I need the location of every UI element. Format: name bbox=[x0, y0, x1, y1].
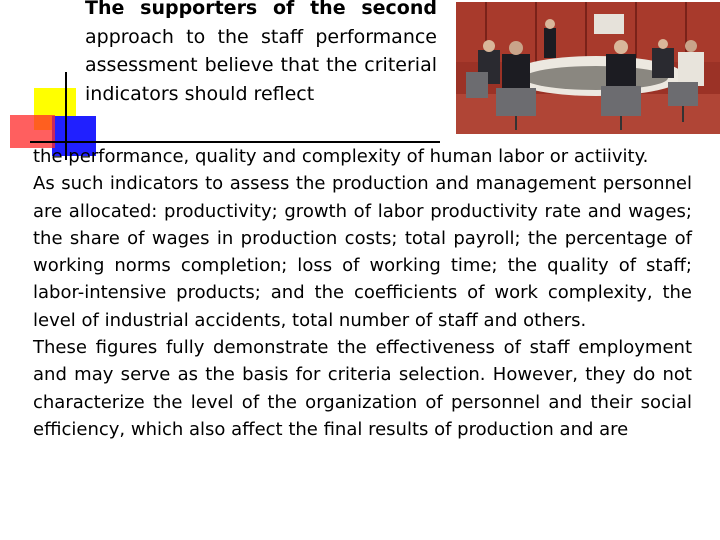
meeting-room-photo bbox=[456, 2, 720, 134]
paragraph-3: These figures fully demonstrate the effectiveness of staff employment and may serve as the basis for criteria selection. However, they do not characterize the level of the organization of personnel and their social efficiency, which also affect the final results of production and are bbox=[33, 337, 692, 440]
heading-bold-part: The supporters of the second bbox=[85, 0, 437, 19]
paragraph-1: the performance, quality and complexity of human labor or actiivity. bbox=[33, 146, 649, 167]
paragraph-2: As such indicators to assess the production and management personnel are allocated: productivity; growth of labor productivity rate and wages; the share of wages in production costs; total payroll; the percentage of working norms completion; loss of working time; the quality of staff; labor-intensive products; and the coefficients of work complexity, the level of industrial accidents, total number of staff and others. bbox=[33, 173, 692, 331]
slide-heading bbox=[85, 0, 437, 108]
heading-rest: approach to the staff performance assessment believe that the criterial indicators should reflect bbox=[85, 25, 437, 105]
meeting-photo-illustration bbox=[456, 2, 720, 134]
body-text bbox=[33, 143, 692, 443]
